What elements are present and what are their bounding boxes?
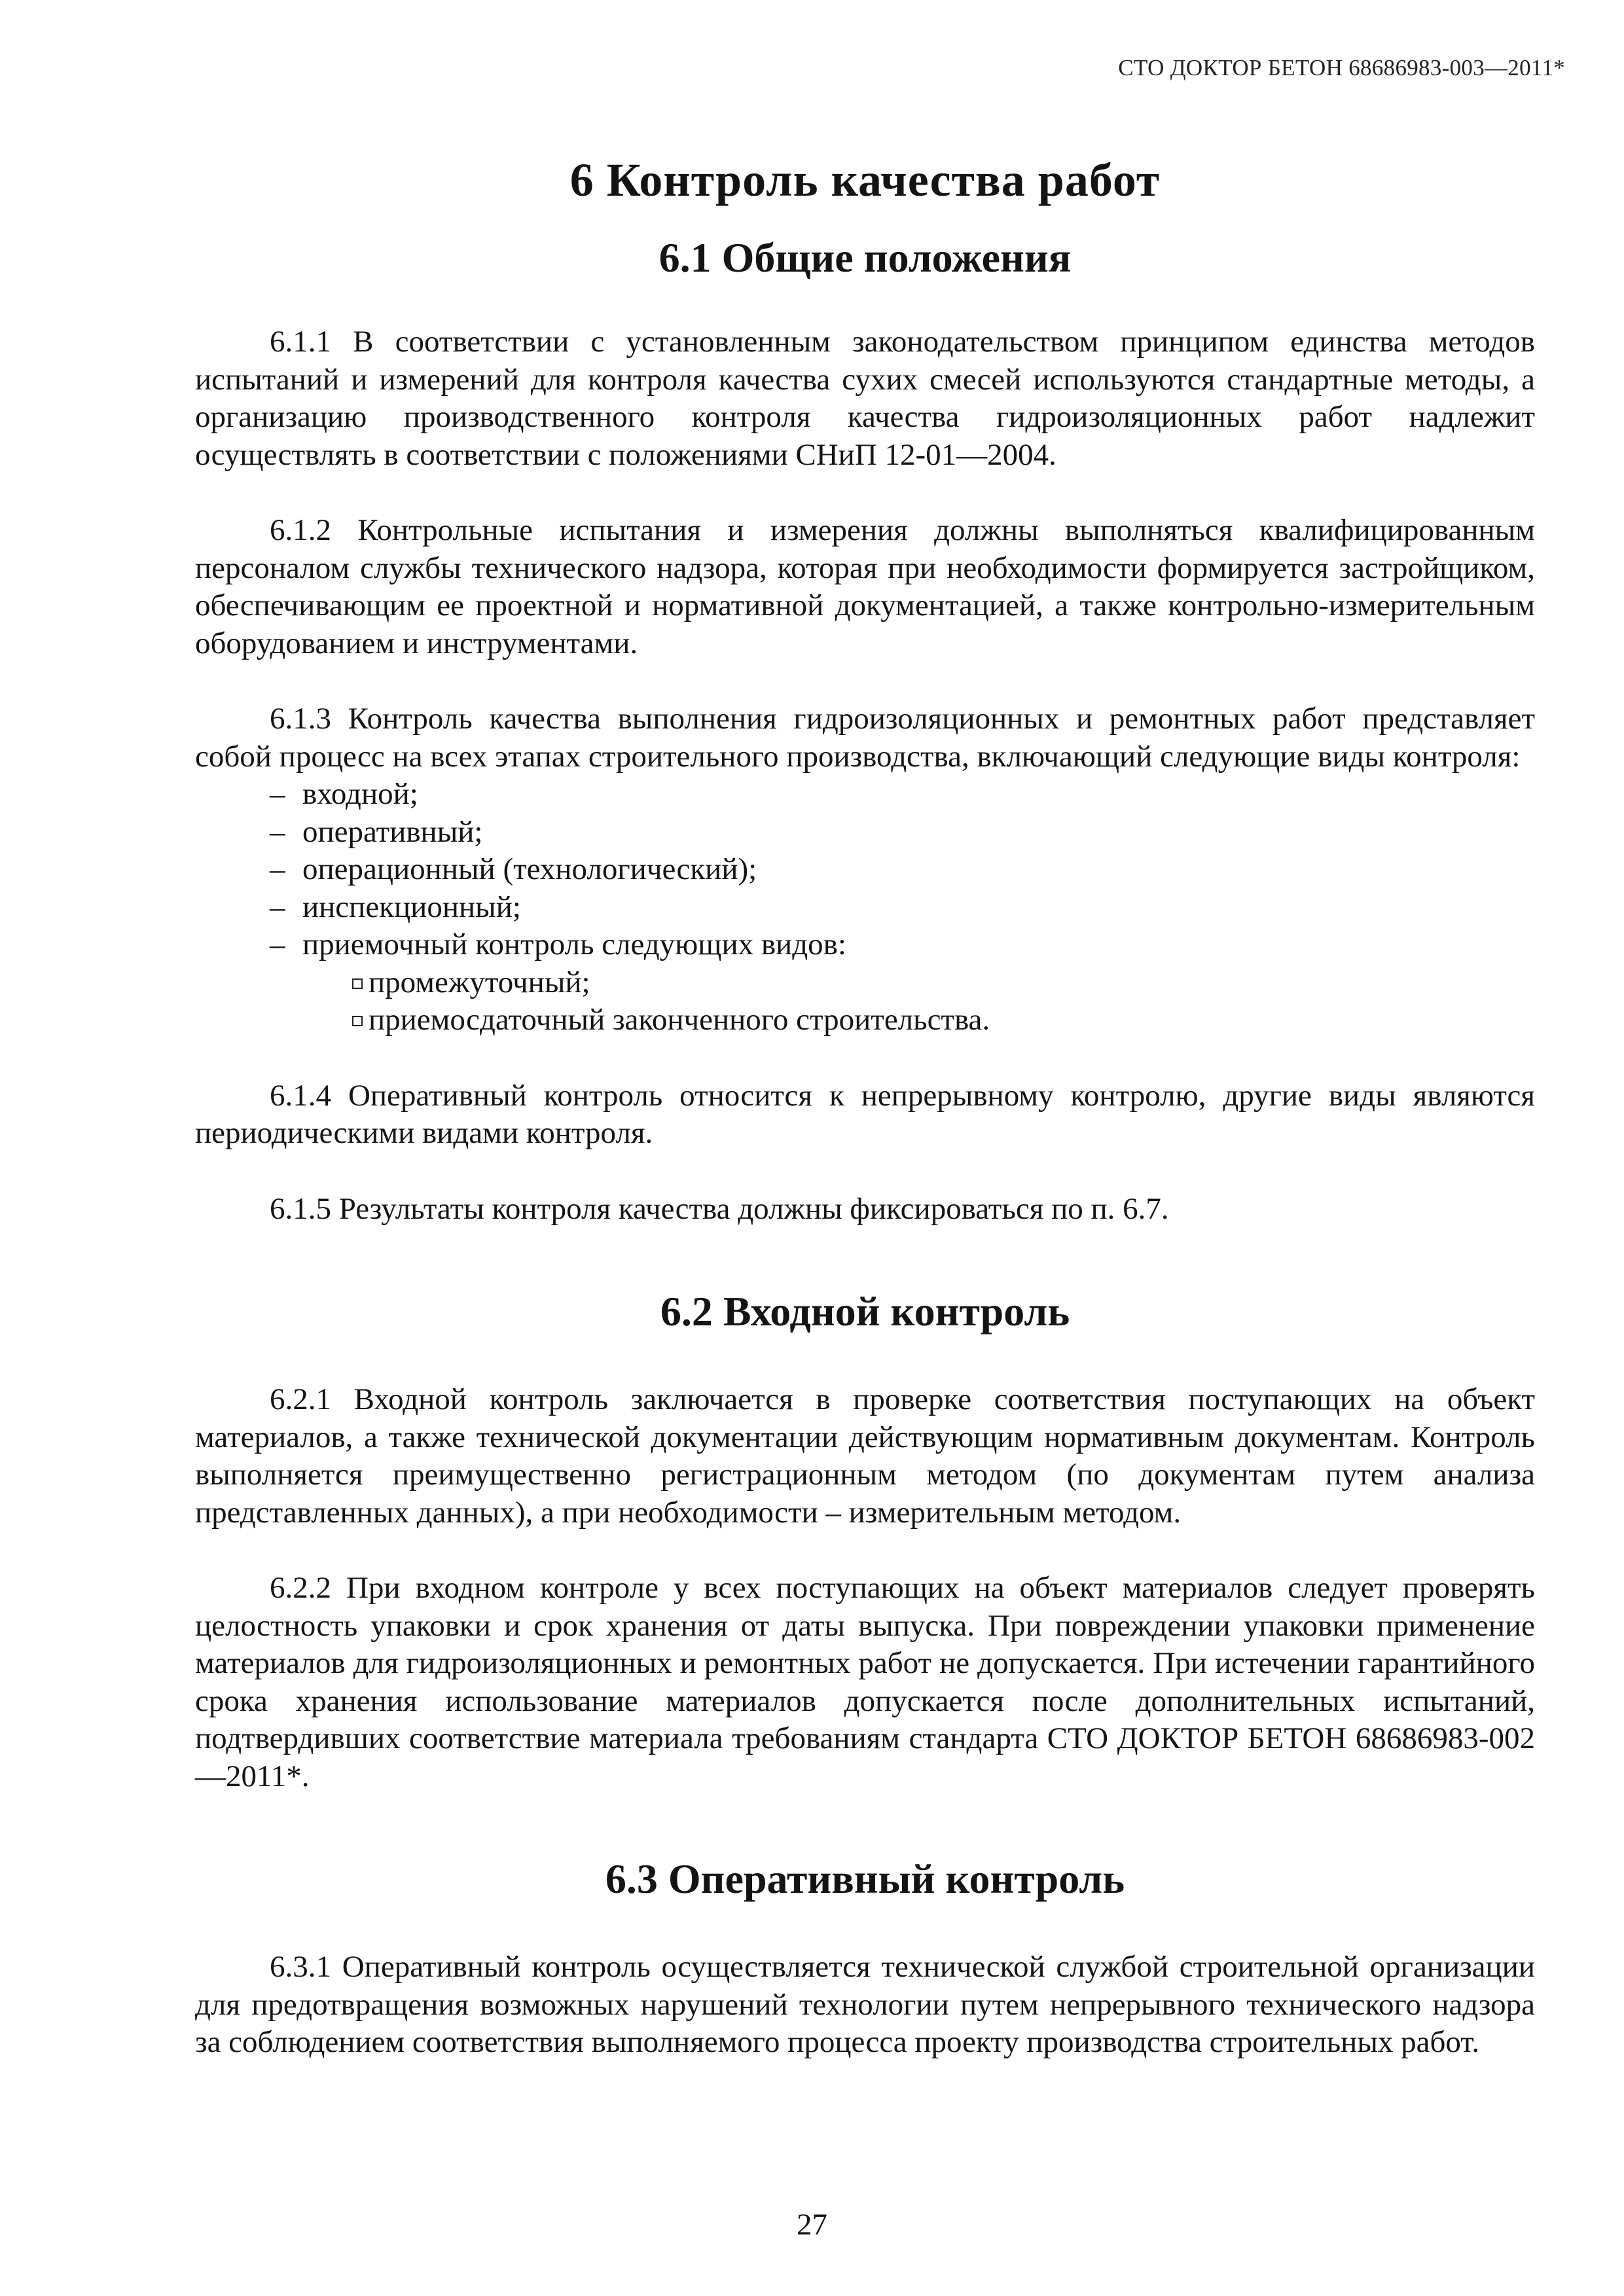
paragraph-6-1-1: 6.1.1 В соответствии с установленным законодательством принципом единства методов испытаний и измерений для контроля качества сухих смесей используются стандартные методы, а организацию производственного контроля качества гидроизоляционных работ надлежит осуществлять в соответствии с положениями СНиП 12-01—2004. xyxy=(195,325,1535,472)
paragraph-6-1-2: 6.1.2 Контрольные испытания и измерения должны выполняться квалифицированным персоналом службы технического надзора, которая при необходимости формируется застройщиком, обеспечивающим ее проектной и нормативной документацией, а также контрольно-измерительным оборудованием и инструментами. xyxy=(195,513,1535,660)
subsection-title-6-1: 6.1 Общие положения xyxy=(659,234,1072,281)
list-item xyxy=(195,814,1535,852)
subsection-title-6-2: 6.2 Входной контроль xyxy=(660,1288,1070,1335)
dash-bullet: – xyxy=(270,889,285,924)
list-item-text: инспекционный; xyxy=(302,889,521,924)
square-bullet-icon xyxy=(352,978,363,989)
document-code-header: СТО ДОКТОР БЕТОН 68686983-003—2011* xyxy=(1118,55,1565,81)
list-item xyxy=(195,1001,1535,1039)
dash-bullet: – xyxy=(270,814,285,849)
dash-bullet: – xyxy=(270,852,285,886)
list-item-text: операционный (технологический); xyxy=(302,852,757,886)
paragraph-6-2-1: 6.2.1 Входной контроль заключается в проверке соответствия поступающих на объект материалов, а также технической документации действующим нормативным документам. Контроль выполняется преимущественно регистрационным методом (по документам путем анализа представленных данных), а при необходимости – измерительным методом. xyxy=(195,1382,1535,1530)
control-types-list xyxy=(195,776,1535,964)
list-item-text: приемочный контроль следующих видов: xyxy=(302,927,846,961)
list-item xyxy=(195,926,1535,964)
dash-bullet: – xyxy=(270,927,285,961)
paragraph-6-2-2: 6.2.2 При входном контроле у всех поступающих на объект материалов следует проверять целостность упаковки и срок хранения от даты выпуска. При повреждении упаковки применение материалов для гидроизоляционных и ремонтных работ не допускается. При истечении гарантийного срока хранения использование материалов допускается после дополнительных испытаний, подтвердивших соответствие материала требованиям стандарта СТО ДОКТОР БЕТОН 68686983-002—2011*. xyxy=(195,1571,1535,1793)
list-item-text: оперативный; xyxy=(302,814,483,849)
list-item xyxy=(195,776,1535,814)
list-item xyxy=(195,889,1535,927)
acceptance-types-list xyxy=(195,964,1535,1039)
list-item xyxy=(195,851,1535,889)
square-bullet-icon xyxy=(352,1016,363,1026)
list-item-text: промежуточный; xyxy=(369,965,590,999)
paragraph-6-1-5: 6.1.5 Результаты контроля качества должны фиксироваться по п. 6.7. xyxy=(270,1191,1169,1226)
page-number: 27 xyxy=(797,2208,827,2242)
page-content xyxy=(195,151,1535,2062)
dash-bullet: – xyxy=(270,777,285,811)
section-title: 6 Контроль качества работ xyxy=(569,154,1161,206)
paragraph-6-3-1: 6.3.1 Оперативный контроль осуществляется технической службой строительной организации для предотвращения возможных нарушений технологии путем непрерывного технического надзора за соблюдением соответствия выполняемого процесса проекту производства строительных работ. xyxy=(195,1950,1535,2059)
paragraph-6-1-4: 6.1.4 Оперативный контроль относится к непрерывному контролю, другие виды являются периодическими видами контроля. xyxy=(195,1078,1535,1150)
subsection-title-6-3: 6.3 Оперативный контроль xyxy=(605,1856,1125,1902)
paragraph-6-1-3: 6.1.3 Контроль качества выполнения гидроизоляционных и ремонтных работ представляет собой процесс на всех этапах строительного производства, включающий следующие виды контроля: xyxy=(195,702,1535,774)
list-item-text: входной; xyxy=(302,777,418,811)
list-item xyxy=(195,964,1535,1002)
list-item-text: приемосдаточный законченного строительства. xyxy=(369,1003,990,1037)
